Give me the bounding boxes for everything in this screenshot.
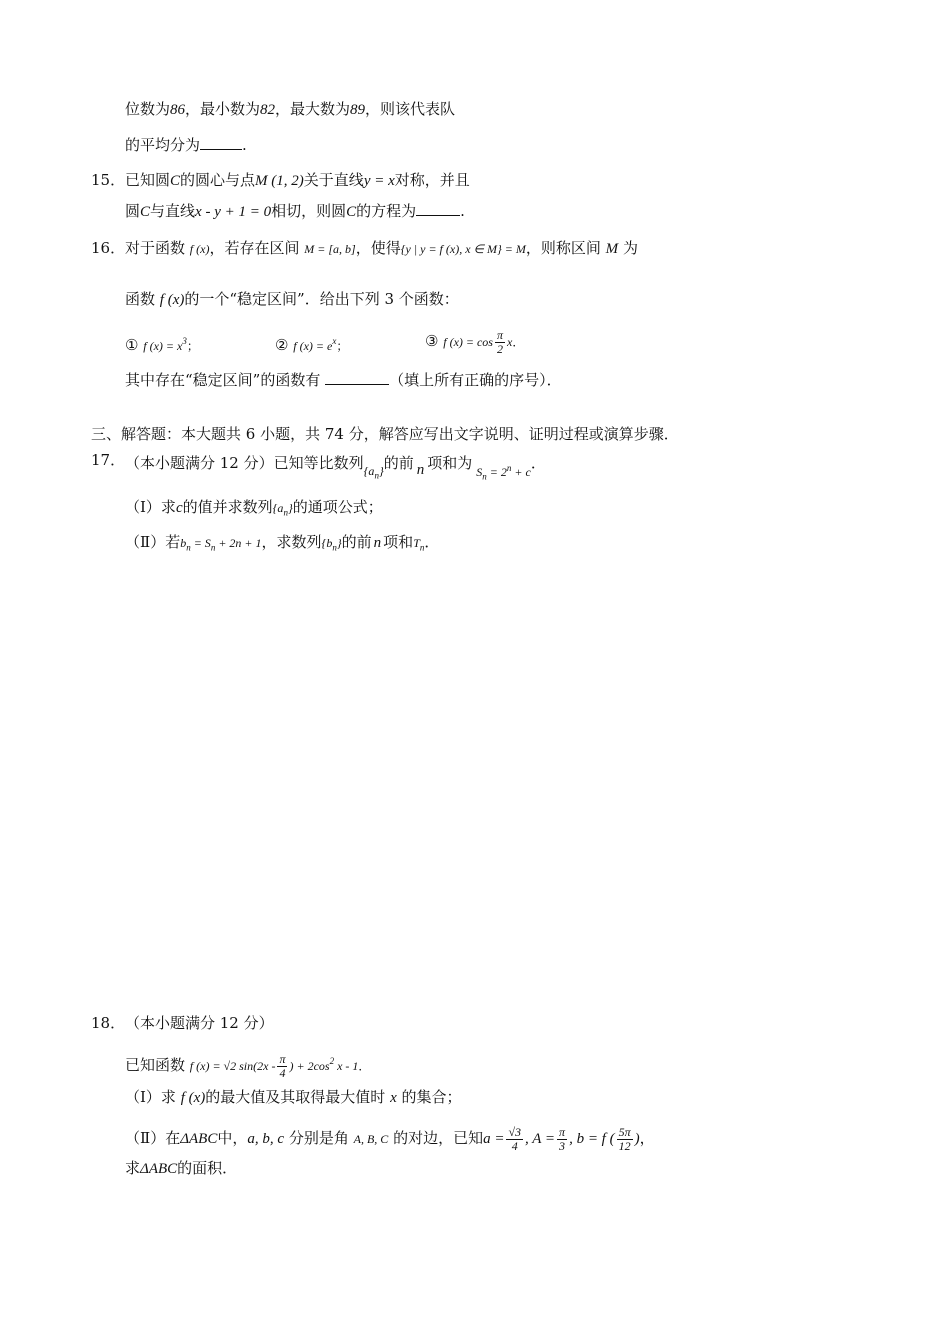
text: 的面积． — [177, 1159, 238, 1177]
text: 的通项公式； — [292, 498, 383, 516]
q16-line4 — [125, 370, 562, 390]
math-sequence-a — [272, 501, 293, 518]
text: ，若存在区间 — [209, 239, 300, 257]
text: } — [287, 501, 293, 515]
math-c: c — [175, 500, 183, 516]
text: 与直线 — [150, 202, 196, 220]
math-text: ) — [634, 1131, 640, 1147]
math-x: x — [390, 1090, 397, 1106]
text: = 2 — [486, 465, 507, 479]
text: {b — [321, 536, 333, 550]
text: ， — [639, 1129, 655, 1147]
q15-line1 — [125, 170, 470, 191]
math-fx: f (x) — [180, 1090, 206, 1106]
text: {a — [272, 501, 284, 515]
question-number-15: 15． — [91, 171, 126, 189]
circled-number: ① — [125, 336, 139, 354]
text: 对称，并且 — [394, 171, 470, 189]
text: = S — [190, 536, 211, 550]
question-number-18: 18． — [91, 1014, 126, 1032]
text: S — [476, 465, 483, 479]
section-heading: 三、解答题：本大题共 6 小题，共 74 分，解答应写出文字说明、证明过程或演算步骤． — [91, 425, 679, 443]
text: 中， — [217, 1129, 248, 1147]
math-sides: a, b, c — [247, 1131, 285, 1147]
q16-option-3 — [425, 327, 524, 356]
q18-part2 — [125, 1120, 655, 1157]
text: 为 — [622, 239, 638, 257]
subscript: n — [283, 507, 288, 518]
math-function-part: f (x) = √2 sin(2x - — [189, 1059, 276, 1073]
text: ，使得 — [355, 239, 401, 257]
answer-blank[interactable] — [200, 135, 242, 150]
question-number-16: 16． — [91, 239, 126, 257]
text: ． — [424, 533, 440, 551]
denominator: 2 — [496, 341, 503, 356]
text: （Ⅰ）求 — [125, 1088, 176, 1106]
math-angles: A, B, C — [353, 1132, 389, 1146]
subscript: n — [210, 542, 216, 553]
subscript: n — [374, 470, 379, 481]
text: ． — [358, 1059, 371, 1073]
text: 已知函数 — [125, 1056, 186, 1074]
exponent: 3 — [182, 336, 187, 346]
text: b — [180, 536, 187, 550]
answer-blank[interactable] — [325, 370, 389, 385]
circled-number: ③ — [425, 332, 439, 350]
math-M: M — [605, 241, 619, 257]
math-point-M: M (1, 2) — [255, 173, 304, 189]
text: ； — [336, 339, 349, 353]
math-text: , b = f ( — [569, 1131, 615, 1147]
fraction-pi-over-2 — [495, 329, 505, 356]
text: 的方程为 — [356, 202, 417, 220]
numerator: √3 — [508, 1124, 522, 1139]
math-function: f (x) = e — [293, 339, 333, 353]
answer-blank[interactable] — [416, 201, 460, 216]
math-triangle: ΔABC — [180, 1131, 218, 1147]
text: {a — [363, 464, 375, 478]
q15-line2 — [125, 201, 465, 222]
math-interval-M: M = [a, b] — [304, 242, 356, 256]
denominator: 3 — [559, 1138, 566, 1153]
text: （本小题满分 12 分）已知等比数列 — [125, 454, 364, 472]
text: 分别是角 — [288, 1129, 349, 1147]
question-number-17: 17． — [91, 451, 126, 469]
denominator: 4 — [511, 1138, 518, 1153]
text: ； — [186, 339, 199, 353]
math-fx: f (x) — [159, 292, 185, 308]
text: 已知圆 — [125, 171, 171, 189]
math-function-part: x - 1 — [334, 1059, 359, 1073]
math-C: C — [170, 173, 181, 189]
math-set-condition: {y | y = f (x), x ∈ M} = M — [400, 242, 526, 256]
text: 项和 — [383, 533, 414, 551]
text: 圆 — [125, 202, 141, 220]
text: 项和为 — [427, 454, 473, 472]
numerator: π — [559, 1124, 566, 1139]
text: 的最大值及其取得最大值时 — [205, 1088, 386, 1106]
q17-part1 — [125, 497, 383, 522]
q16-line1 — [125, 238, 638, 259]
subscript: n — [482, 471, 487, 482]
math-line-y-eq-x: y = x — [363, 173, 395, 189]
denominator: 4 — [279, 1065, 286, 1080]
text: . — [460, 202, 465, 220]
math-n: n — [416, 462, 425, 478]
q14-line1 — [125, 99, 455, 120]
math-triangle: ΔABC — [140, 1161, 178, 1177]
fraction-5pi-over-12 — [617, 1126, 633, 1153]
numerator: 5π — [618, 1124, 631, 1139]
text: + 2n + 1 — [215, 536, 262, 550]
q18-part1 — [125, 1087, 462, 1108]
text: （Ⅰ）求 — [125, 498, 176, 516]
q14-line2 — [125, 135, 247, 155]
math-sequence-a — [363, 464, 384, 481]
q18-heading: （本小题满分 12 分） — [125, 1014, 274, 1032]
math-C: C — [140, 204, 151, 220]
text: 其中存在“稳定区间”的函数有 — [125, 371, 321, 389]
text: ． — [512, 335, 525, 349]
q18-function — [125, 1046, 370, 1081]
text: （Ⅱ）在 — [125, 1129, 181, 1147]
text: （Ⅱ）若 — [125, 533, 181, 551]
text: （填上所有正确的序号）． — [389, 371, 562, 389]
text: } — [378, 464, 384, 478]
text: 函数 — [125, 290, 156, 308]
fraction-root3-over-4 — [506, 1126, 523, 1153]
circled-number: ② — [275, 336, 289, 354]
subscript: n — [186, 542, 191, 553]
text: ，则称区间 — [525, 239, 601, 257]
text: 对于函数 — [125, 239, 186, 257]
math-fx: f (x) — [189, 242, 210, 256]
math-sum-formula — [476, 463, 531, 482]
math-line-equation: x - y + 1 = 0 — [195, 204, 272, 220]
text: 的前 — [383, 454, 414, 472]
text: 位数为 — [125, 100, 171, 118]
q16-option-1 — [125, 331, 199, 356]
text: ，则该代表队 — [365, 100, 456, 118]
denominator: 12 — [618, 1138, 631, 1153]
math-n: n — [373, 535, 382, 551]
math-text: a = — [483, 1131, 505, 1147]
q17-stem — [125, 450, 546, 482]
text: + c — [511, 465, 531, 479]
text: 的圆心与点 — [180, 171, 256, 189]
math-function-part: ) + 2cos — [289, 1059, 330, 1073]
text: ，求数列 — [261, 533, 322, 551]
value-86: 86 — [170, 102, 186, 118]
math-C: C — [346, 204, 357, 220]
text: 的对边，已知 — [393, 1129, 484, 1147]
fraction-pi-over-4 — [277, 1053, 287, 1080]
text: . — [242, 136, 247, 154]
exponent: 2 — [329, 1056, 335, 1066]
math-x: x — [507, 335, 513, 349]
math-function: f (x) = x — [143, 339, 183, 353]
exponent: n — [506, 463, 512, 473]
math-function: f (x) = cos — [443, 335, 493, 349]
numerator: π — [279, 1051, 286, 1066]
math-b-formula — [180, 536, 262, 553]
text: 的前 — [341, 533, 372, 551]
text: 的一个“稳定区间”．给出下列 3 个函数： — [184, 290, 459, 308]
text: } — [336, 536, 342, 550]
text: T — [413, 536, 420, 550]
value-82: 82 — [260, 102, 276, 118]
math-sequence-b — [321, 536, 342, 553]
text: ，最大数为 — [275, 100, 351, 118]
math-T — [413, 536, 425, 553]
subscript: n — [332, 542, 337, 553]
text: 求 — [125, 1159, 141, 1177]
text: 的平均分为 — [125, 136, 201, 154]
q16-line2 — [125, 289, 459, 310]
math-text: , A = — [525, 1131, 556, 1147]
subscript: n — [419, 542, 425, 553]
exponent: x — [332, 336, 337, 346]
fraction-pi-over-3 — [557, 1126, 567, 1153]
text: 关于直线 — [303, 171, 364, 189]
q18-part3 — [125, 1158, 237, 1179]
value-89: 89 — [350, 102, 366, 118]
text: ． — [530, 454, 546, 472]
numerator: π — [496, 327, 503, 342]
text: 的值并求数列 — [182, 498, 273, 516]
q16-option-2 — [275, 331, 348, 356]
text: 的集合； — [401, 1088, 462, 1106]
text: 相切，则圆 — [271, 202, 347, 220]
q17-part2 — [125, 532, 439, 557]
text: ，最小数为 — [185, 100, 261, 118]
